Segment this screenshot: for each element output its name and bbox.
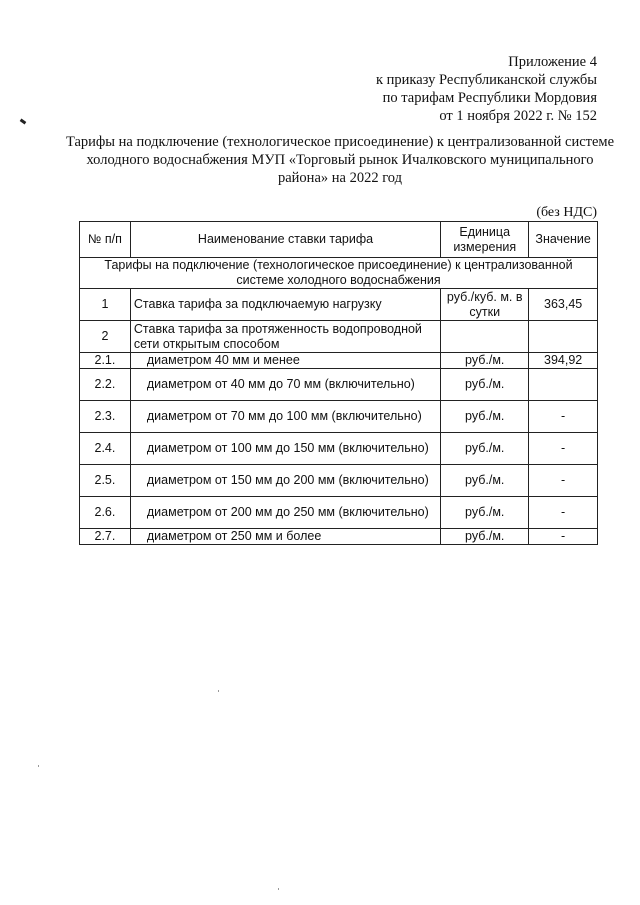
row-name: диаметром от 150 мм до 200 мм (включительно) — [130, 465, 440, 497]
header-num: № п/п — [80, 222, 131, 258]
row-num: 2.1. — [80, 353, 131, 369]
header-value: Значение — [529, 222, 598, 258]
tariff-table — [79, 221, 598, 545]
table-row — [80, 529, 598, 545]
row-name: диаметром от 70 мм до 100 мм (включительно) — [130, 401, 440, 433]
table-row — [80, 369, 598, 401]
row-unit: руб./куб. м. в сутки — [441, 289, 529, 321]
row-value: 363,45 — [529, 289, 598, 321]
row-num: 2.4. — [80, 433, 131, 465]
row-unit: руб./м. — [441, 497, 529, 529]
section-row — [80, 258, 598, 289]
row-value: - — [529, 497, 598, 529]
row-num: 2.2. — [80, 369, 131, 401]
table-header-row — [80, 222, 598, 258]
row-name: диаметром от 200 мм до 250 мм (включительно) — [130, 497, 440, 529]
row-name: диаметром от 250 мм и более — [130, 529, 440, 545]
scan-speck — [278, 888, 279, 890]
appendix-line: к приказу Республиканской службы — [375, 72, 597, 88]
appendix-block — [376, 53, 597, 125]
appendix-line: Приложение 4 — [508, 54, 597, 70]
row-value: 394,92 — [529, 353, 598, 369]
row-num: 2 — [80, 321, 131, 353]
appendix-line: по тарифам Республики Мордовия — [382, 90, 597, 106]
row-num: 2.5. — [80, 465, 131, 497]
row-value: - — [529, 433, 598, 465]
table-row — [80, 433, 598, 465]
row-value: - — [529, 401, 598, 433]
row-num: 2.3. — [80, 401, 131, 433]
appendix-line: от 1 ноября 2022 г. № 152 — [439, 108, 597, 124]
scan-mark — [20, 119, 27, 125]
row-num: 1 — [80, 289, 131, 321]
row-name: Ставка тарифа за подключаемую нагрузку — [130, 289, 440, 321]
row-name: диаметром от 40 мм до 70 мм (включительно) — [130, 369, 440, 401]
row-value: - — [529, 465, 598, 497]
row-unit: руб./м. — [441, 369, 529, 401]
row-value — [529, 369, 598, 401]
scan-speck — [38, 765, 39, 767]
document-title: Тарифы на подключение (технологическое присоединение) к централизованной системе холодного водоснабжения МУП «Торговый рынок Ичалковского муниципального района» на 2022 год — [65, 134, 615, 186]
row-unit: руб./м. — [441, 433, 529, 465]
header-unit: Единица измерения — [441, 222, 529, 258]
row-unit: руб./м. — [441, 353, 529, 369]
table-row — [80, 497, 598, 529]
scan-speck — [218, 690, 219, 692]
row-num: 2.6. — [80, 497, 131, 529]
header-name: Наименование ставки тарифа — [130, 222, 440, 258]
row-name: диаметром 40 мм и менее — [130, 353, 440, 369]
row-unit: руб./м. — [441, 529, 529, 545]
table-row — [80, 465, 598, 497]
row-unit: руб./м. — [441, 465, 529, 497]
table-row — [80, 353, 598, 369]
row-num: 2.7. — [80, 529, 131, 545]
vat-note: (без НДС) — [536, 205, 597, 220]
table-row — [80, 289, 598, 321]
row-name: Ставка тарифа за протяженность водопроводной сети открытым способом — [130, 321, 440, 353]
row-value: - — [529, 529, 598, 545]
row-name: диаметром от 100 мм до 150 мм (включительно) — [130, 433, 440, 465]
row-unit — [441, 321, 529, 353]
table-row — [80, 401, 598, 433]
row-value — [529, 321, 598, 353]
table-row — [80, 321, 598, 353]
row-unit: руб./м. — [441, 401, 529, 433]
section-title: Тарифы на подключение (технологическое присоединение) к централизованной системе холодного водоснабжения — [80, 258, 598, 289]
